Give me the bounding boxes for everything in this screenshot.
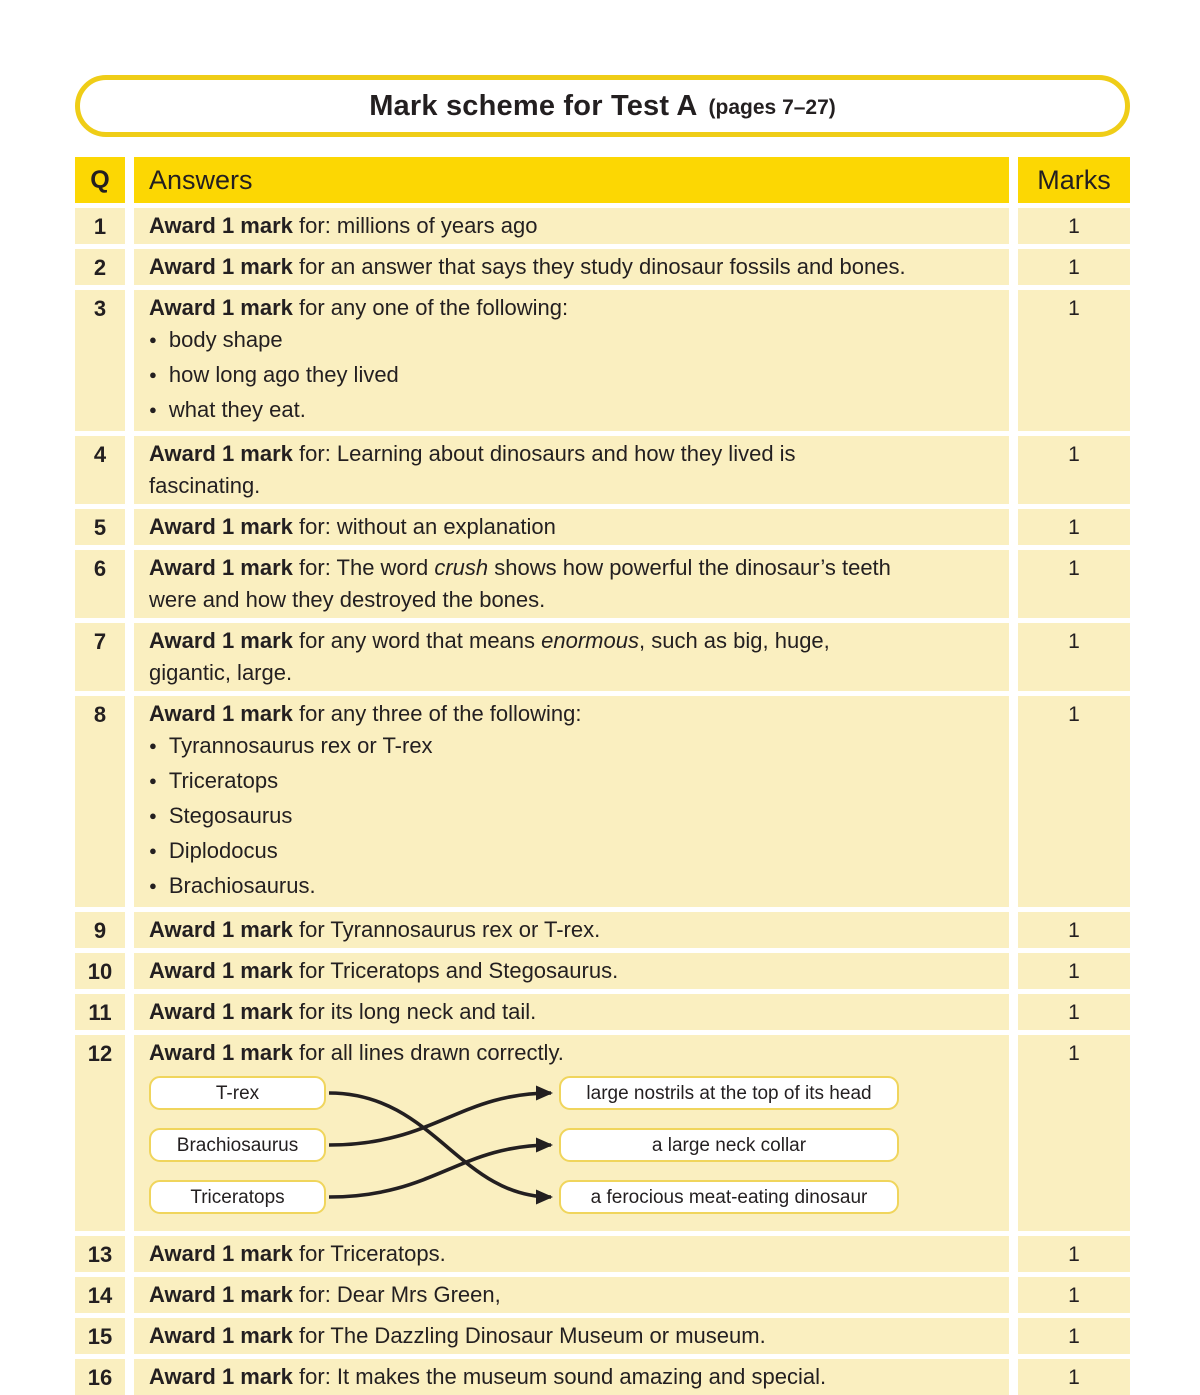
award-mark-label: Award 1 mark	[149, 628, 293, 653]
answer-text: for Triceratops and Stegosaurus.	[292, 958, 619, 983]
table-row	[75, 290, 1130, 431]
award-mark-label: Award 1 mark	[149, 701, 293, 726]
match-line	[329, 1093, 551, 1145]
mark-scheme-table	[75, 157, 1130, 1395]
answer-cell	[134, 208, 1009, 244]
bullet-icon: ●	[149, 402, 157, 417]
answer-line	[149, 1361, 994, 1393]
page-title-suffix: (pages 7–27)	[708, 96, 836, 119]
table-header-row	[75, 157, 1130, 203]
bullet-item	[149, 800, 994, 835]
marks-value: 1	[1018, 1277, 1130, 1313]
table-row	[75, 550, 1130, 618]
header-q: Q	[75, 157, 125, 203]
answer-text: for: The word	[292, 555, 435, 580]
award-mark-label: Award 1 mark	[149, 295, 293, 320]
bullet-text: Tyrannosaurus rex or T-rex	[168, 733, 433, 758]
bullet-text: Stegosaurus	[168, 803, 293, 828]
bullet-text: what they eat.	[168, 397, 306, 422]
question-number: 15	[75, 1318, 125, 1354]
answer-text: gigantic, large.	[149, 660, 293, 685]
answer-text: for its long neck and tail.	[292, 999, 537, 1024]
answer-text: for any one of the following:	[292, 295, 569, 320]
table-row	[75, 249, 1130, 285]
question-number: 9	[75, 912, 125, 948]
answer-cell	[134, 1236, 1009, 1272]
answer-line	[149, 996, 994, 1028]
answer-cell	[134, 1277, 1009, 1313]
bullet-item	[149, 730, 994, 765]
question-number: 8	[75, 696, 125, 907]
answer-text: for an answer that says they study dinosaur fossils and bones.	[292, 254, 906, 279]
bullet-item	[149, 835, 994, 870]
match-line	[329, 1093, 551, 1197]
award-mark-label: Award 1 mark	[149, 213, 293, 238]
table-row	[75, 1359, 1130, 1395]
diagram-right-box: a large neck collar	[559, 1128, 899, 1162]
table-row	[75, 1318, 1130, 1354]
bullet-item	[149, 394, 994, 429]
diagram-left-box: Brachiosaurus	[149, 1128, 326, 1162]
table-row	[75, 623, 1130, 691]
answer-cell	[134, 953, 1009, 989]
answer-text: for The Dazzling Dinosaur Museum or museum.	[292, 1323, 766, 1348]
answer-text: shows how powerful the dinosaur’s teeth	[488, 555, 891, 580]
bullet-item	[149, 359, 994, 394]
bullet-icon: ●	[149, 878, 157, 893]
table-row	[75, 912, 1130, 948]
table-row	[75, 208, 1130, 244]
answer-line	[149, 210, 994, 242]
answer-line	[149, 1238, 994, 1270]
answer-cell	[134, 550, 1009, 618]
marks-value: 1	[1018, 550, 1130, 618]
answer-cell	[134, 1359, 1009, 1395]
answer-text: for: millions of years ago	[292, 213, 538, 238]
question-number: 6	[75, 550, 125, 618]
bullet-icon: ●	[149, 843, 157, 858]
bullet-item	[149, 324, 994, 359]
marks-value: 1	[1018, 1318, 1130, 1354]
answer-cell	[134, 696, 1009, 907]
award-mark-label: Award 1 mark	[149, 1282, 293, 1307]
bullet-icon: ●	[149, 808, 157, 823]
answer-text: for: It makes the museum sound amazing and special.	[292, 1364, 827, 1389]
marks-value: 1	[1018, 994, 1130, 1030]
marks-value: 1	[1018, 436, 1130, 504]
answer-line	[149, 251, 994, 283]
italic-word: crush	[434, 555, 489, 580]
page-title: Mark scheme for Test A	[369, 89, 698, 122]
question-number: 13	[75, 1236, 125, 1272]
italic-word: enormous	[541, 628, 639, 653]
award-mark-label: Award 1 mark	[149, 441, 293, 466]
answer-cell	[134, 290, 1009, 431]
bullet-text: body shape	[168, 327, 283, 352]
marks-value: 1	[1018, 1359, 1130, 1395]
answer-cell	[134, 249, 1009, 285]
award-mark-label: Award 1 mark	[149, 1241, 293, 1266]
question-number: 1	[75, 208, 125, 244]
answer-cell	[134, 436, 1009, 504]
award-mark-label: Award 1 mark	[149, 1364, 293, 1389]
answer-text: for: Dear Mrs Green,	[292, 1282, 501, 1307]
table-row	[75, 436, 1130, 504]
answer-text: for: Learning about dinosaurs and how they lived is	[292, 441, 796, 466]
answer-text: for Triceratops.	[292, 1241, 446, 1266]
award-mark-label: Award 1 mark	[149, 917, 293, 942]
answer-cell	[134, 994, 1009, 1030]
answer-text: were and how they destroyed the bones.	[149, 587, 546, 612]
question-number: 10	[75, 953, 125, 989]
answer-text: for all lines drawn correctly.	[292, 1040, 564, 1065]
bullet-icon: ●	[149, 332, 157, 347]
question-number: 11	[75, 994, 125, 1030]
bullet-text: Diplodocus	[168, 838, 278, 863]
answer-text: for Tyrannosaurus rex or T-rex.	[292, 917, 601, 942]
answer-line	[149, 292, 994, 324]
answer-line	[149, 1279, 994, 1311]
diagram-right-box: large nostrils at the top of its head	[559, 1076, 899, 1110]
bullet-icon: ●	[149, 367, 157, 382]
answer-line	[149, 511, 994, 543]
bullet-text: Triceratops	[168, 768, 279, 793]
table-row	[75, 1277, 1130, 1313]
marks-value: 1	[1018, 249, 1130, 285]
question-number: 5	[75, 509, 125, 545]
table-row	[75, 696, 1130, 907]
answer-cell	[134, 509, 1009, 545]
diagram-left-box: T-rex	[149, 1076, 326, 1110]
bullet-text: Brachiosaurus.	[168, 873, 316, 898]
award-mark-label: Award 1 mark	[149, 1040, 293, 1065]
bullet-item	[149, 870, 994, 905]
marks-value: 1	[1018, 912, 1130, 948]
answer-line	[149, 552, 994, 616]
answer-line	[149, 438, 994, 502]
diagram-left-box: Triceratops	[149, 1180, 326, 1214]
award-mark-label: Award 1 mark	[149, 555, 293, 580]
award-mark-label: Award 1 mark	[149, 999, 293, 1024]
question-number: 12	[75, 1035, 125, 1231]
question-number: 3	[75, 290, 125, 431]
table-row	[75, 509, 1130, 545]
answer-cell	[134, 912, 1009, 948]
header-marks: Marks	[1018, 157, 1130, 203]
bullet-icon: ●	[149, 773, 157, 788]
answer-line	[149, 1320, 994, 1352]
award-mark-label: Award 1 mark	[149, 958, 293, 983]
question-number: 7	[75, 623, 125, 691]
bullet-item	[149, 765, 994, 800]
bullet-icon: ●	[149, 738, 157, 753]
award-mark-label: Award 1 mark	[149, 514, 293, 539]
marks-value: 1	[1018, 509, 1130, 545]
answer-text: fascinating.	[149, 473, 261, 498]
bullet-text: how long ago they lived	[168, 362, 399, 387]
marks-value: 1	[1018, 290, 1130, 431]
diagram-right-box: a ferocious meat-eating dinosaur	[559, 1180, 899, 1214]
question-number: 2	[75, 249, 125, 285]
marks-value: 1	[1018, 623, 1130, 691]
table-row	[75, 994, 1130, 1030]
answer-cell	[134, 623, 1009, 691]
marks-value: 1	[1018, 1236, 1130, 1272]
answer-line	[149, 625, 994, 689]
question-number: 4	[75, 436, 125, 504]
award-mark-label: Award 1 mark	[149, 254, 293, 279]
answer-line	[149, 1037, 994, 1069]
answer-text: for any word that means	[292, 628, 542, 653]
marks-value: 1	[1018, 953, 1130, 989]
answer-line	[149, 698, 994, 730]
marks-value: 1	[1018, 1035, 1130, 1231]
answer-line	[149, 914, 994, 946]
table-row	[75, 1236, 1130, 1272]
question-number: 14	[75, 1277, 125, 1313]
header-answers: Answers	[134, 157, 1009, 203]
match-line	[329, 1145, 551, 1197]
answer-text: for: without an explanation	[292, 514, 556, 539]
answer-cell	[134, 1318, 1009, 1354]
matching-lines-diagram	[149, 1076, 899, 1226]
marks-value: 1	[1018, 696, 1130, 907]
marks-value: 1	[1018, 208, 1130, 244]
award-mark-label: Award 1 mark	[149, 1323, 293, 1348]
question-number: 16	[75, 1359, 125, 1395]
title-banner	[75, 75, 1130, 137]
table-row	[75, 1035, 1130, 1231]
answer-line	[149, 955, 994, 987]
answer-text: , such as big, huge,	[638, 628, 830, 653]
answer-cell	[134, 1035, 1009, 1231]
answer-text: for any three of the following:	[292, 701, 582, 726]
table-row	[75, 953, 1130, 989]
